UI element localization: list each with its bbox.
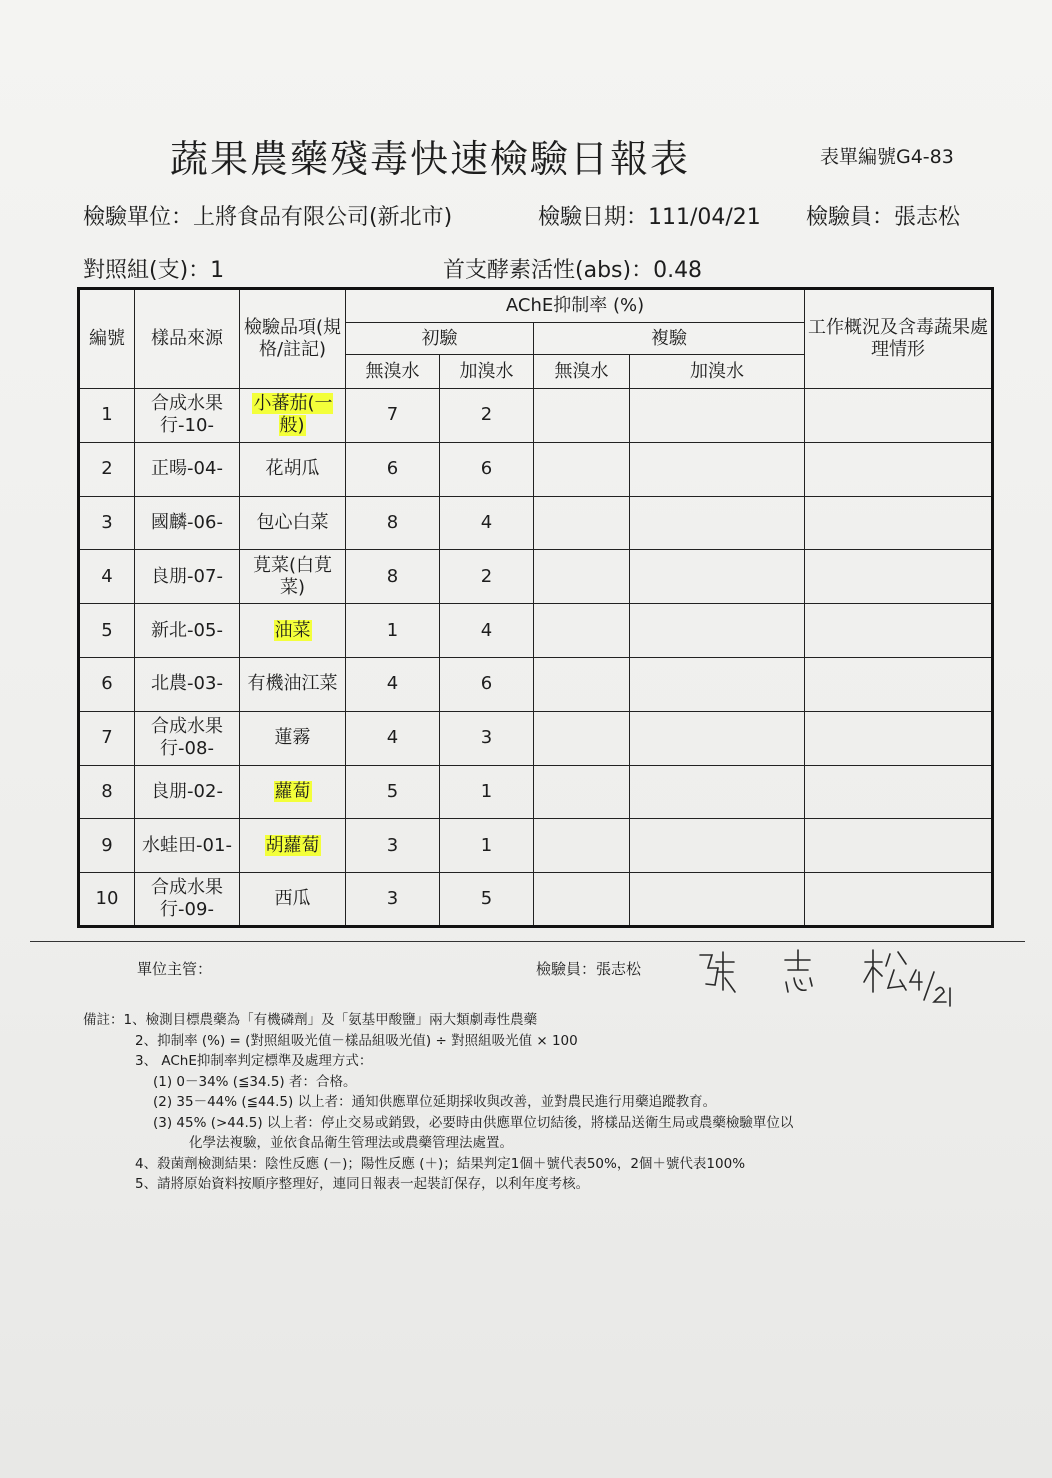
sample-item: 有機油江菜 [240,657,346,711]
initial-bromine-value: 1 [440,819,534,873]
initial-no-bromine-value: 5 [346,765,440,819]
table-row [79,657,993,711]
note-line: (3) 45% (>44.5) 以上者：停止交易或銷毀，必要時由供應單位切結後，將樣品送衛生局或農藥檢驗單位以 [153,1114,794,1131]
initial-no-bromine-value: 8 [346,496,440,550]
footer-inspector: 檢驗員：張志松 [536,960,642,978]
highlighted-item-text: 小蕃茄(一般) [253,393,333,437]
sample-item [240,389,346,443]
initial-no-bromine-value: 1 [346,604,440,658]
note-line: (2) 35－44% (≦44.5) 以上者：通知供應單位延期採收與改善，並對農民進行用藥追蹤教育。 [153,1094,717,1110]
initial-bromine-value: 2 [440,389,534,443]
initial-no-bromine-value: 8 [346,550,440,604]
retest-bromine-value [630,442,805,496]
row-number: 1 [79,389,135,443]
row-number: 4 [79,550,135,604]
inspection-unit: 檢驗單位：上將食品有限公司(新北市) [83,205,453,230]
retest-bromine-value [630,819,805,873]
row-number: 5 [79,604,135,658]
form-number: 表單編號G4-83 [820,146,954,168]
remark-cell [805,442,993,496]
initial-no-bromine-value: 4 [346,657,440,711]
inspection-date: 檢驗日期：111/04/21 [538,205,761,230]
note-line: 化學法複驗，並依食品衛生管理法或農藥管理法處置。 [189,1135,513,1151]
remark-cell [805,765,993,819]
handwritten-signature [690,940,960,1010]
initial-bromine-value: 2 [440,550,534,604]
initial-no-bromine-value: 6 [346,442,440,496]
sample-source: 合成水果行-10- [135,389,240,443]
enzyme-activity: 首支酵素活性(abs)：0.48 [443,258,703,283]
control-group: 對照組(支)：1 [83,258,225,283]
sample-source: 國麟-06- [135,496,240,550]
retest-no-bromine-value [534,442,630,496]
retest-no-bromine-value [534,711,630,765]
sample-item [240,819,346,873]
sample-source: 良朋-07- [135,550,240,604]
header-retest-bromine: 加溴水 [630,355,805,389]
header-remarks: 工作概況及含毒蔬果處理情形 [805,289,993,389]
retest-bromine-value [630,765,805,819]
sample-item: 蓮霧 [240,711,346,765]
initial-no-bromine-value: 3 [346,819,440,873]
table-row [79,765,993,819]
initial-bromine-value: 6 [440,442,534,496]
header-source: 樣品來源 [135,289,240,389]
header-initial-bromine: 加溴水 [440,355,534,389]
highlighted-item-text: 蘿蔔 [274,780,311,802]
table-row [79,604,993,658]
header-retest-no-bromine: 無溴水 [534,355,630,389]
retest-bromine-value [630,873,805,927]
sample-source: 正暘-04- [135,442,240,496]
sample-item: 西瓜 [240,873,346,927]
initial-bromine-value: 4 [440,604,534,658]
note-line: 4、殺菌劑檢測結果：陰性反應 (－)；陽性反應 (＋)；結果判定1個＋號代表50%，2個＋號代表100% [135,1155,746,1172]
sample-source: 合成水果行-08- [135,711,240,765]
note-line: (1) 0－34% (≦34.5) 者：合格。 [153,1073,357,1090]
highlighted-item-text: 胡蘿蔔 [265,834,320,856]
notes-block [83,1010,793,1195]
header-no: 編號 [79,289,135,389]
sample-item [240,765,346,819]
initial-bromine-value: 1 [440,765,534,819]
initial-bromine-value: 3 [440,711,534,765]
row-number: 7 [79,711,135,765]
row-number: 6 [79,657,135,711]
initial-bromine-value: 6 [440,657,534,711]
note-line: 2、抑制率 (%) = (對照組吸光值－樣品組吸光值) ÷ 對照組吸光值 × 100 [135,1032,578,1049]
note-line: 3、 AChE抑制率判定標準及處理方式： [135,1053,373,1069]
table-row [79,873,993,927]
retest-no-bromine-value [534,657,630,711]
retest-bromine-value [630,496,805,550]
retest-bromine-value [630,657,805,711]
inspector-name: 檢驗員：張志松 [806,205,961,230]
initial-no-bromine-value: 4 [346,711,440,765]
sample-item [240,604,346,658]
header-retest: 複驗 [534,323,805,355]
remark-cell [805,657,993,711]
retest-no-bromine-value [534,550,630,604]
sample-source: 水蛙田-01- [135,819,240,873]
remark-cell [805,604,993,658]
initial-bromine-value: 4 [440,496,534,550]
row-number: 10 [79,873,135,927]
table-row [79,550,993,604]
note-line: 備註：1、檢測目標農藥為「有機磷劑」及「氨基甲酸鹽」兩大類劇毒性農藥 [83,1012,538,1028]
results-table [77,287,994,928]
remark-cell [805,389,993,443]
sample-source: 合成水果行-09- [135,873,240,927]
retest-no-bromine-value [534,604,630,658]
retest-bromine-value [630,389,805,443]
remark-cell [805,711,993,765]
initial-no-bromine-value: 3 [346,873,440,927]
row-number: 3 [79,496,135,550]
retest-no-bromine-value [534,873,630,927]
remark-cell [805,496,993,550]
initial-no-bromine-value: 7 [346,389,440,443]
remark-cell [805,873,993,927]
sample-source: 新北-05- [135,604,240,658]
report-title: 蔬果農藥殘毒快速檢驗日報表 [170,137,691,181]
results-body [79,389,993,927]
retest-no-bromine-value [534,819,630,873]
header-ache: AChE抑制率 (%) [346,289,805,323]
remark-cell [805,550,993,604]
retest-no-bromine-value [534,389,630,443]
retest-no-bromine-value [534,765,630,819]
initial-bromine-value: 5 [440,873,534,927]
table-row [79,819,993,873]
row-number: 2 [79,442,135,496]
sample-item: 花胡瓜 [240,442,346,496]
sample-item: 包心白菜 [240,496,346,550]
table-row [79,496,993,550]
header-initial: 初驗 [346,323,534,355]
retest-no-bromine-value [534,496,630,550]
table-row [79,442,993,496]
note-line: 5、請將原始資料按順序整理好，連同日報表一起裝訂保存，以利年度考核。 [135,1176,590,1192]
table-row [79,711,993,765]
retest-bromine-value [630,604,805,658]
header-item: 檢驗品項(規格/註記) [240,289,346,389]
retest-bromine-value [630,711,805,765]
header-initial-no-bromine: 無溴水 [346,355,440,389]
table-row [79,389,993,443]
sample-source: 良朋-02- [135,765,240,819]
supervisor-label: 單位主管： [137,960,213,978]
sample-item: 莧菜(白莧菜) [240,550,346,604]
retest-bromine-value [630,550,805,604]
row-number: 8 [79,765,135,819]
highlighted-item-text: 油菜 [274,619,311,641]
remark-cell [805,819,993,873]
row-number: 9 [79,819,135,873]
sample-source: 北農-03- [135,657,240,711]
